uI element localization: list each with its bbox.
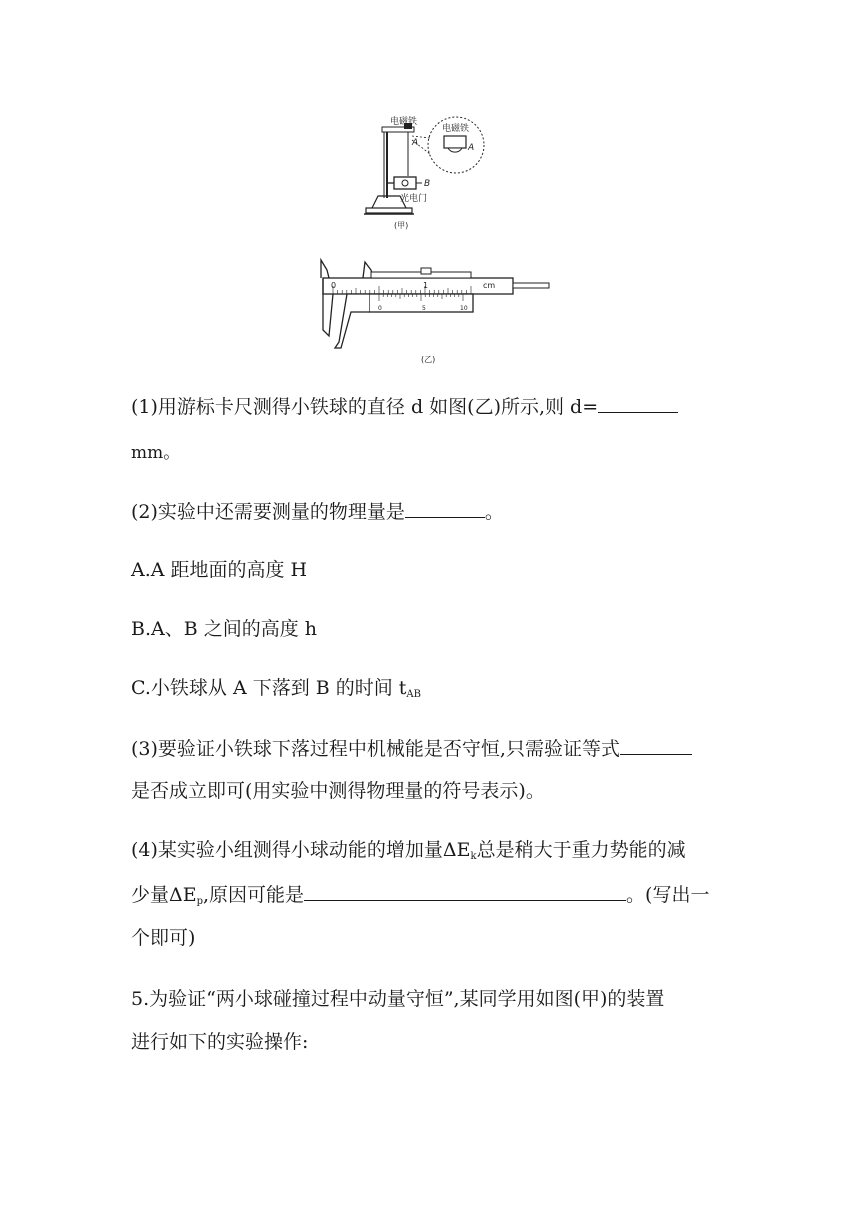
q4-text-5: 个即可): [131, 927, 196, 949]
option-a-text: A.A 距地面的高度 H: [131, 559, 308, 581]
option-c: [131, 676, 421, 707]
q1-unit: mm。: [131, 443, 181, 463]
q3-text-2: 是否成立即可(用实验中测得物理量的符号表示)。: [131, 780, 545, 802]
q4-text: (4)某实验小组测得小球动能的增加量ΔE: [131, 839, 471, 861]
q1-answer-blank[interactable]: [598, 394, 678, 413]
q4-text-4: ,原因可能是: [203, 884, 305, 906]
q1-line-1: [131, 394, 678, 419]
q4-text-2: 总是稍大于重力势能的减: [476, 839, 686, 861]
figure-jia: [360, 110, 500, 235]
q4-tail: 。(写出一: [626, 884, 710, 906]
q4-text-3: 少量ΔE: [131, 884, 197, 906]
q4-subscript-k: k: [470, 851, 477, 862]
caption-yi: (乙): [421, 355, 436, 364]
main-tick-label-0: 0: [331, 281, 337, 290]
figure-yi: [305, 250, 555, 368]
q3-line-2: [131, 779, 545, 803]
label-magnet-zoom: 电磁铁: [442, 124, 470, 134]
caption-jia: (甲): [394, 221, 409, 230]
option-c-subscript: AB: [406, 689, 421, 700]
q4-subscript-p: p: [196, 896, 203, 907]
q3-text: (3)要验证小铁球下落过程中机械能是否守恒,只需验证等式: [131, 738, 620, 760]
option-b: [131, 617, 317, 641]
q5-text-2: 进行如下的实验操作:: [131, 1031, 309, 1053]
q1-text: (1)用游标卡尺测得小铁球的直径 d 如图(乙)所示,则 d=: [131, 396, 599, 418]
q2-answer-blank[interactable]: [405, 499, 485, 518]
label-magnet: 电磁铁: [390, 117, 418, 127]
vernier-tick-label-10: 10: [460, 305, 468, 312]
unit-label: cm: [483, 281, 496, 290]
q3-answer-blank[interactable]: [620, 736, 692, 755]
vernier-tick-label-5: 5: [422, 305, 426, 312]
q4-line-2: [131, 882, 709, 914]
q3-line-1: [131, 736, 692, 761]
q4-line-3: [131, 926, 195, 950]
q2-line: [131, 499, 504, 524]
label-point-b: B: [424, 179, 431, 189]
q2-text: (2)实验中还需要测量的物理量是: [131, 501, 405, 523]
option-a: [131, 558, 307, 582]
q2-tail: 。: [484, 501, 504, 523]
q4-line-1: [131, 838, 686, 869]
label-photogate: 光电门: [400, 194, 428, 204]
vernier-tick-label-0: 0: [378, 305, 382, 312]
q1-line-2: [131, 441, 180, 465]
q5-line-2: [131, 1030, 308, 1054]
q4-answer-blank[interactable]: [304, 882, 626, 901]
q5-text: 5.为验证“两小球碰撞过程中动量守恒”,某同学用如图(甲)的装置: [131, 988, 665, 1010]
option-c-text: C.小铁球从 A 下落到 B 的时间 t: [131, 677, 407, 699]
main-tick-label-1: 1: [423, 281, 429, 290]
label-point-a: A: [412, 138, 419, 148]
q5-line-1: [131, 987, 664, 1011]
label-point-a-zoom: A: [468, 143, 475, 153]
option-b-text: B.A、B 之间的高度 h: [131, 618, 318, 640]
